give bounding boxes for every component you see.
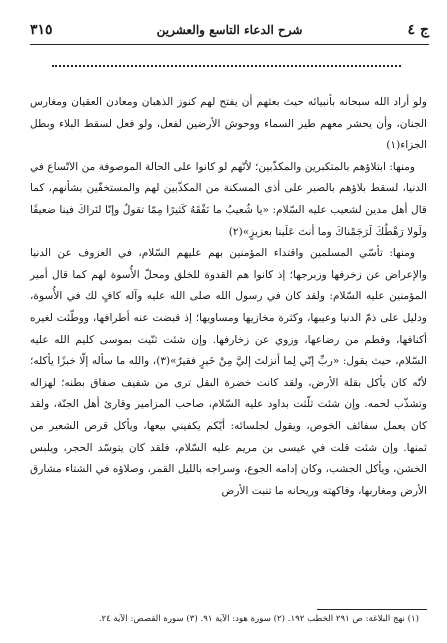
body-text — [30, 92, 427, 502]
header-rule — [30, 44, 429, 45]
running-header — [30, 22, 429, 42]
chapter-title: شرح الدعاء التاسع والعشرين — [156, 23, 303, 37]
footnote: (١) نهج البلاغة: ص ٢٩١ الخطب ١٩٢. (٢) سورة هود: الآية ٩١. (٣) سورة القصص: الآية ٢٤. — [98, 614, 419, 624]
paragraph: ومنها: تأسّي المسلمين واقتداء المؤمنين بهم عليهم السّلام، في العزوف عن الدنيا والإعراض عن زخرفها وزبرجها؛ إذ كانوا هم القدوة للخلق ومحلّ الأُسوة لهم كما قال أمير المؤمنين عليه السّلام: ولقد كان في رسول الله صلى الله عليه وآله كافٍ لك في الأُسوة، ودليل على ذمّ الدنيا وعيبها، وكثرة مخازيها ومساويها؛ إذ قبضت عنه أطرافها، ووطّئت لغيره أكنافها، وفطم من رضاعها، وزوي عن زخارفها. وإن شئت ثنّيت بموسى كليم الله عليه السّلام، حيث يقول: «ربِّ إنّي لِما أنزلتَ إليَّ مِنْ خَيرٍ فقيرٌ»(٣)، والله ما سأله إلّا خبزًا يأكله؛ لأنّه كان يأكل بقلة الأرض، ولقد كانت خضرة البقل ترى من شفيف صفاق بطنه؛ لهزاله وتشذّب لحمه. وإن شئت ثلّثت بداود عليه السّلام، صاحب المزامير وقارئ أهل الجنّة، ولقد كان يعمل سفائف الخوص، ويقول لجلسائه: أيّكم يكفيني بيعها، ويأكل قرص الشعير من ثمنها. وإن شئت قلت في عيسى بن مريم عليه السّلام، فلقد كان يتوسّد الحجر، ويلبس الخشن، ويأكل الجشب، وكان إدامه الجوع، وسراجه بالليل القمر، وصلاؤه في الشتاء مشارق الأرض ومغاربها، وفاكهته وريحانه ما تنبت الأرض — [30, 247, 427, 497]
footnote-rule — [317, 609, 427, 610]
paragraph: ولو أراد الله سبحانه بأنبيائه حيث بعثهم أن يفتح لهم كنوز الذهبان ومعادن العقيان ومغارس الجنان، وأن يحشر معهم طير السماء ووحوش الأرضين لفعل، ولو فعل لسقط البلاء وبطل الجزاء(١) — [30, 96, 427, 152]
volume-label: ج ٤ — [407, 22, 429, 38]
page-number: ٣١٥ — [30, 22, 53, 38]
paragraph: ومنها: ابتلاؤهم بالمتكبرين والمكذّبين؛ لأنّهم لو كانوا على الحالة الموصوفة من الاتّساع في الدنيا، لسقط بلاؤهم بالصبر على أذى المسكنة من المكذّبين لهم والمستخفّين بشأنهم، كما قال أهل مدين لشعيب عليه السّلام: «يا شُعيبُ ما نَفْقَهُ كَثيرًا مِمّا تقولُ وإنّا لنَراكَ فينا ضعيفًا ولَولا رَهْطُكَ لَرَجَمْناكَ وما أنتَ عَلَينا بعزيزٍ»(٢) — [30, 160, 427, 238]
dotted-separator — [52, 57, 401, 67]
